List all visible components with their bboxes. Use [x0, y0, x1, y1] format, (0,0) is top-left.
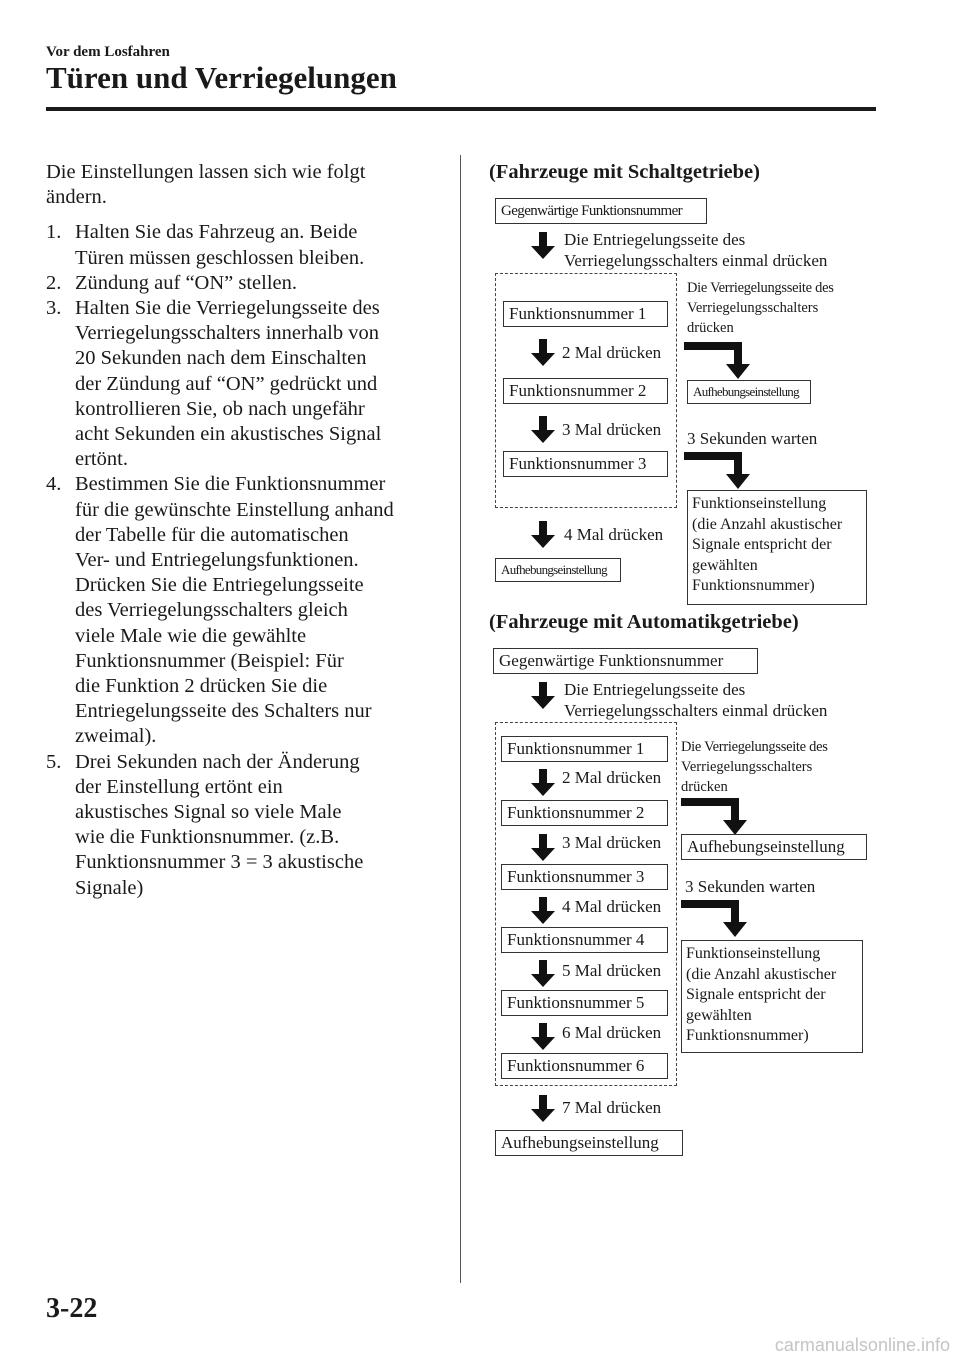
down-arrow-icon: [529, 769, 557, 797]
auto-press-label-2: 2 Mal drücken: [562, 768, 662, 787]
down-arrow-icon: [529, 339, 557, 367]
step-item: [46, 296, 428, 472]
auto-press-label-6: 6 Mal drücken: [562, 1023, 662, 1042]
bent-arrow-icon: [681, 900, 761, 938]
auto-result-line: Funktionseinstellung: [686, 945, 821, 962]
manual-function-box-3: Funktionsnummer 3: [503, 451, 668, 477]
manual-unlock-once-line1: Die Entriegelungsseite des: [564, 230, 746, 249]
auto-function-box-5: Funktionsnummer 5: [501, 990, 668, 1016]
auto-function-box-2: Funktionsnummer 2: [501, 800, 668, 826]
down-arrow-icon: [529, 834, 557, 862]
manual-result-line: Funktionsnummer): [692, 577, 815, 594]
bent-arrow-icon: [684, 452, 764, 490]
auto-lock-press-line1: Die Verriegelungsseite des: [681, 739, 828, 755]
auto-current-function-box: Gegenwärtige Funktionsnummer: [493, 648, 758, 674]
manual-lock-press-line2: Verriegelungsschalters: [687, 300, 819, 316]
step-text-line: viele Male wie die gewählte: [75, 624, 307, 647]
page-title: Türen und Verriegelungen: [46, 60, 397, 95]
step-text-line: Signale): [75, 876, 144, 899]
manual-function-box-2: Funktionsnummer 2: [503, 378, 668, 404]
watermark: carmanualsonline.info: [774, 1335, 950, 1355]
step-text-line: zweimal).: [75, 725, 157, 748]
auto-lock-press-line2: Verriegelungsschalters: [681, 759, 813, 775]
steps-list: [46, 220, 428, 900]
step-text-line: der Einstellung ertönt ein: [75, 775, 283, 798]
step-text-line: wie die Funktionsnummer. (z.B.: [75, 826, 340, 849]
auto-cancel-box: Aufhebungseinstellung: [495, 1130, 683, 1156]
step-text-line: Funktionsnummer (Beispiel: Für: [75, 649, 344, 672]
step-text-line: akustisches Signal so viele Male: [75, 801, 342, 824]
manual-press-label-2: 2 Mal drücken: [562, 343, 662, 362]
down-arrow-icon: [529, 960, 557, 988]
section-label: Vor dem Losfahren: [46, 44, 170, 60]
auto-result-box: [681, 940, 863, 1053]
step-text-line: Entriegelungsseite des Schalters nur: [75, 700, 372, 723]
step-number: 2.: [46, 271, 62, 294]
manual-unlock-once-line2: Verriegelungsschalters einmal drücken: [564, 251, 828, 270]
auto-result-line: Signale entspricht der: [686, 986, 826, 1003]
auto-result-line: (die Anzahl akustischer: [686, 965, 837, 983]
step-text-line: Halten Sie die Verriegelungsseite des: [75, 297, 380, 320]
instructions-column: [46, 160, 428, 901]
manual-function-box-1: Funktionsnummer 1: [503, 301, 668, 327]
step-text-line: Funktionsnummer 3 = 3 akustische: [75, 851, 364, 874]
step-text-line: Zündung auf “ON” stellen.: [75, 271, 298, 294]
step-number: 5.: [46, 750, 62, 773]
manual-wait-label: 3 Sekunden warten: [687, 429, 818, 448]
auto-function-box-6: Funktionsnummer 6: [501, 1053, 668, 1079]
auto-press-label-4: 4 Mal drücken: [562, 897, 662, 916]
step-text-line: Verriegelungsschalters innerhalb von: [75, 322, 379, 345]
manual-result-line: (die Anzahl akustischer: [692, 515, 843, 533]
auto-function-box-4: Funktionsnummer 4: [501, 927, 668, 953]
manual-heading: (Fahrzeuge mit Schaltgetriebe): [489, 161, 760, 183]
auto-cancel-right-box: Aufhebungseinstellung: [681, 834, 867, 860]
step-text-line: der Tabelle für die automatischen: [75, 523, 349, 546]
step-text-line: Ver- und Entriegelungsfunktionen.: [75, 549, 359, 572]
step-text-line: des Verriegelungsschalters gleich: [75, 599, 348, 622]
step-text-line: ertönt.: [75, 448, 128, 471]
down-arrow-icon: [529, 232, 557, 260]
manual-cancel-right-box: Aufhebungseinstellung: [687, 380, 811, 404]
down-arrow-icon: [529, 682, 557, 710]
auto-wait-label: 3 Sekunden warten: [685, 877, 816, 896]
step-item: [46, 271, 428, 296]
auto-unlock-once-line2: Verriegelungsschalters einmal drücken: [564, 701, 828, 720]
manual-result-line: Signale entspricht der: [692, 536, 832, 553]
manual-current-function-box: Gegenwärtige Funktionsnummer: [495, 198, 707, 224]
step-text-line: 20 Sekunden nach dem Einschalten: [75, 347, 367, 370]
step-number: 1.: [46, 221, 62, 244]
column-divider: [460, 155, 461, 1283]
down-arrow-icon: [529, 1095, 557, 1123]
step-text-line: kontrollieren Sie, ob nach ungefähr: [75, 397, 365, 420]
auto-result-line: gewählten: [686, 1006, 752, 1024]
step-text-line: Halten Sie das Fahrzeug an. Beide: [75, 221, 358, 244]
step-text-line: für die gewünschte Einstellung anhand: [75, 498, 394, 521]
step-item: [46, 750, 428, 901]
down-arrow-icon: [529, 1023, 557, 1051]
auto-function-box-1: Funktionsnummer 1: [501, 736, 668, 762]
auto-press-label-7: 7 Mal drücken: [562, 1098, 662, 1117]
down-arrow-icon: [529, 521, 557, 549]
manual-cancel-box: Aufhebungseinstellung: [495, 558, 621, 582]
step-text-line: acht Sekunden ein akustisches Signal: [75, 423, 382, 446]
step-number: 3.: [46, 297, 62, 320]
manual-lock-press-line1: Die Verriegelungsseite des: [687, 280, 834, 296]
manual-result-line: Funktionseinstellung: [692, 495, 827, 512]
bent-arrow-icon: [681, 798, 761, 836]
auto-function-box-3: Funktionsnummer 3: [501, 864, 668, 890]
step-text-line: Drücken Sie die Entriegelungsseite: [75, 574, 364, 597]
step-item: [46, 220, 428, 270]
auto-lock-press-line3: drücken: [681, 779, 728, 795]
auto-unlock-once-line1: Die Entriegelungsseite des: [564, 680, 746, 699]
auto-result-line: Funktionsnummer): [686, 1027, 809, 1044]
step-text-line: Bestimmen Sie die Funktionsnummer: [75, 473, 386, 496]
step-number: 4.: [46, 473, 62, 496]
auto-press-label-5: 5 Mal drücken: [562, 961, 662, 980]
manual-result-box: [687, 490, 867, 605]
auto-press-label-3: 3 Mal drücken: [562, 833, 662, 852]
title-rule: [46, 107, 876, 111]
manual-result-line: gewählten: [692, 556, 758, 574]
page-number: 3-22: [46, 1293, 98, 1324]
step-text-line: Drei Sekunden nach der Änderung: [75, 750, 360, 773]
auto-heading: (Fahrzeuge mit Automatikgetriebe): [489, 611, 799, 633]
manual-lock-press-line3: drücken: [687, 320, 734, 336]
step-text-line: der Zündung auf “ON” gedrückt und: [75, 372, 378, 395]
bent-arrow-icon: [684, 342, 764, 380]
intro-text: Die Einstellungen lassen sich wie folgt ändern.: [46, 161, 366, 209]
step-item: [46, 472, 428, 749]
manual-press-label-4: 4 Mal drücken: [564, 525, 664, 544]
down-arrow-icon: [529, 416, 557, 444]
manual-press-label-3: 3 Mal drücken: [562, 420, 662, 439]
down-arrow-icon: [529, 897, 557, 925]
step-text-line: die Funktion 2 drücken Sie die: [75, 675, 328, 698]
step-text-line: Türen müssen geschlossen bleiben.: [75, 246, 365, 269]
